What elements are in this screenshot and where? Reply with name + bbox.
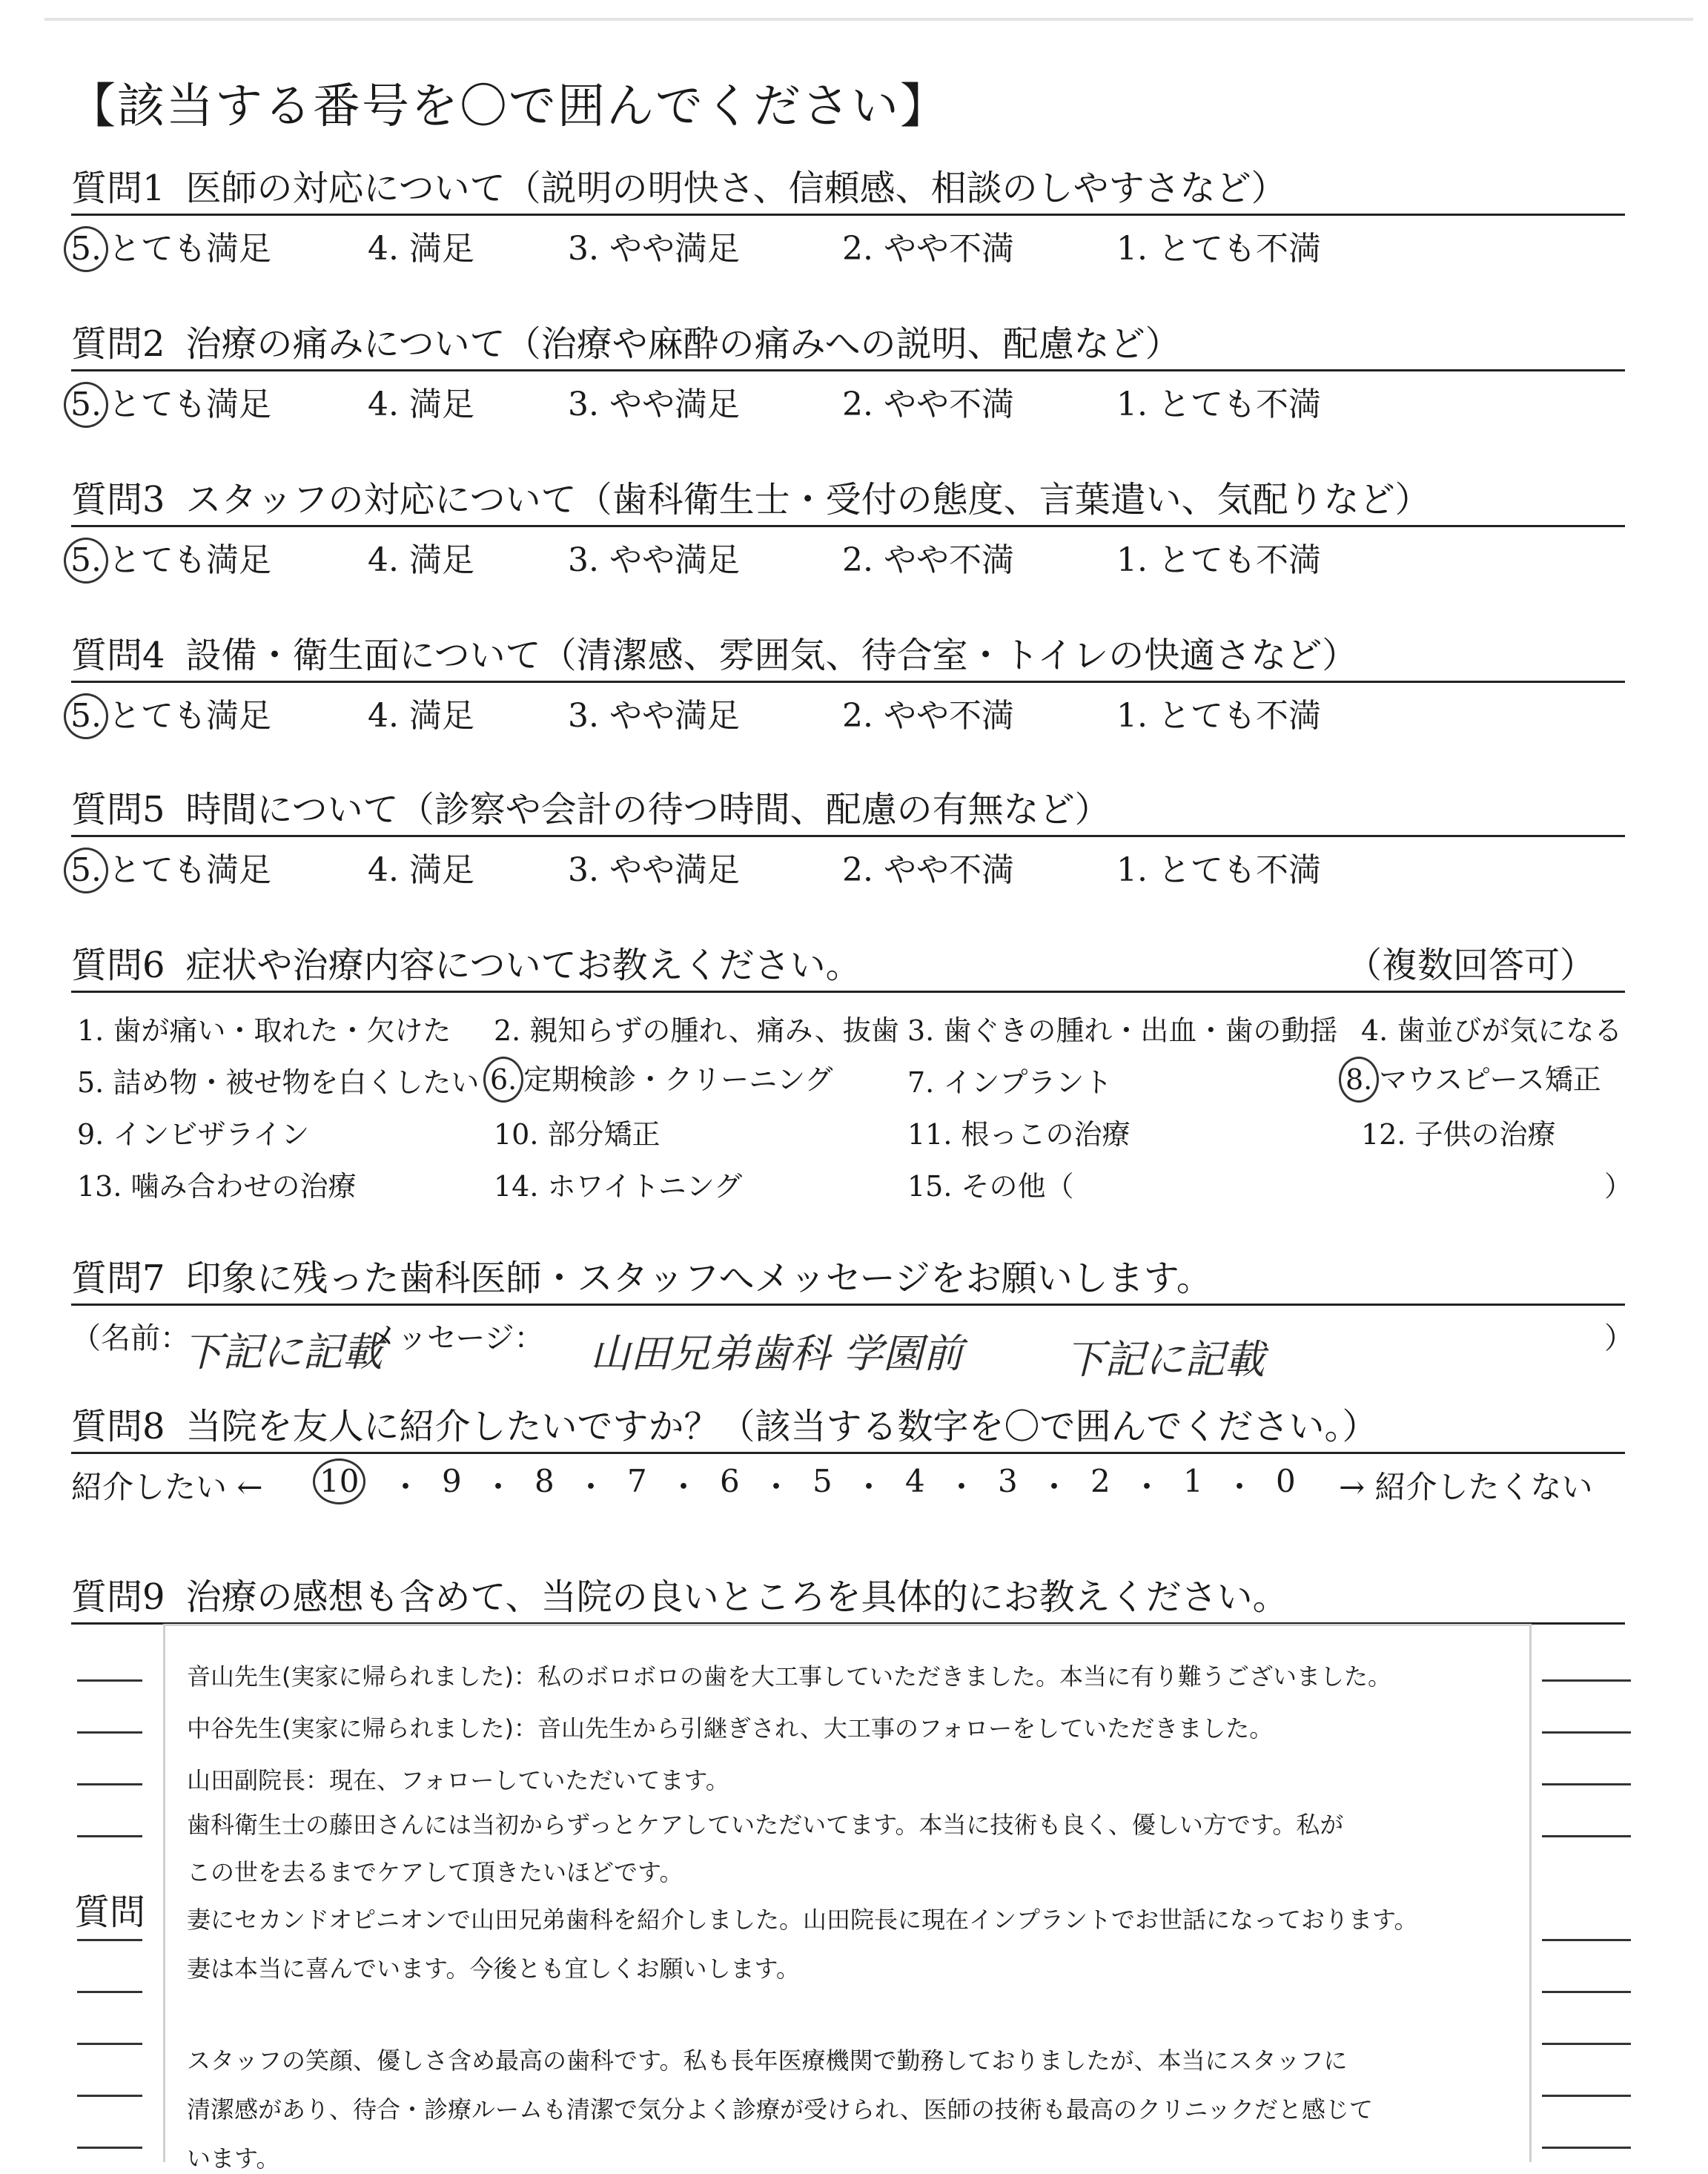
- form-dash: [77, 2043, 142, 2045]
- answer-line-6: 妻にセカンドオピニオンで山田兄弟歯科を紹介しました。山田院長に現在インプラントでお世話になっております。: [187, 1906, 1418, 1934]
- option-5[interactable]: 5. とても満足: [71, 689, 271, 739]
- question-text: 医師の対応について（説明の明快さ、信頼感、相談のしやすさなど）: [185, 168, 1287, 209]
- scale-3[interactable]: 3: [998, 1463, 1018, 1499]
- scale-5[interactable]: 5: [812, 1463, 833, 1499]
- option-5[interactable]: 5. とても満足: [71, 533, 271, 584]
- answer-line-7: 妻は本当に喜んでいます。今後とも宜しくお願いします。: [187, 1955, 800, 1983]
- options-row: [71, 683, 1625, 735]
- scale-10[interactable]: [320, 1458, 365, 1504]
- question-text: スタッフの対応について（歯科衛生士・受付の態度、言葉遣い、気配りなど）: [185, 479, 1431, 521]
- option-4[interactable]: 4. 満足: [368, 541, 474, 579]
- question-6: [71, 940, 1633, 1208]
- form-dash: [77, 2147, 142, 2149]
- scale-dot: ・: [1131, 1469, 1163, 1505]
- form-dash: [1542, 2147, 1631, 2149]
- question-text: 時間について（診察や会計の待つ時間、配慮の有無など）: [185, 789, 1110, 830]
- selection-circle: 5.: [64, 226, 108, 272]
- symptom-8[interactable]: [1346, 1057, 1601, 1103]
- scale-6[interactable]: 6: [720, 1463, 740, 1499]
- message-line: [71, 1306, 1634, 1383]
- form-dash: [1542, 1991, 1631, 1993]
- option-4[interactable]: 4. 満足: [368, 697, 474, 735]
- form-dash: [1542, 1679, 1631, 1682]
- form-dash: [77, 2095, 142, 2097]
- symptom-7[interactable]: 7. インプラント: [907, 1066, 1113, 1099]
- question-number: 質問6: [71, 945, 165, 986]
- question-number: 質問5: [71, 789, 165, 830]
- option-2[interactable]: 2. やや不満: [842, 697, 1014, 735]
- message-close: ）: [1604, 1321, 1634, 1355]
- symptom-15[interactable]: 15. その他（: [907, 1170, 1074, 1203]
- question-text: 印象に残った歯科医師・スタッフへメッセージをお願いします。: [185, 1258, 1212, 1299]
- question-5: [71, 784, 1625, 889]
- question-text: 設備・衛生面について（清潔感、雰囲気、待合室・トイレの快適さなど）: [185, 635, 1358, 676]
- scale-2[interactable]: 2: [1090, 1463, 1110, 1499]
- option-1[interactable]: 1. とても不満: [1116, 541, 1321, 579]
- symptom-1[interactable]: 1. 歯が痛い・取れた・欠けた: [77, 1014, 451, 1047]
- scale-dot: ・: [390, 1469, 422, 1505]
- question-number: 質問2: [71, 323, 165, 365]
- question-3: [71, 475, 1625, 579]
- symptom-10[interactable]: 10. 部分矯正: [494, 1118, 661, 1151]
- option-3[interactable]: 3. やや満足: [568, 697, 740, 735]
- question-number: 質問9: [71, 1576, 165, 1618]
- question-7: [71, 1253, 1634, 1383]
- question-number: 質問8: [71, 1406, 165, 1447]
- answer-line-4: 歯科衛生士の藤田さんには当初からずっとケアしていただいてます。本当に技術も良く、優しい方です。私が: [187, 1811, 1344, 1839]
- question-text: 治療の感想も含めて、当院の良いところを具体的にお教えください。: [185, 1576, 1288, 1618]
- scale-8[interactable]: 8: [534, 1463, 555, 1499]
- question-9: [71, 1572, 1625, 1625]
- option-4[interactable]: 4. 満足: [368, 851, 474, 889]
- question-text: 当院を友人に紹介したいですか？（該当する数字を〇で囲んでください。）: [185, 1406, 1378, 1447]
- option-3[interactable]: 3. やや満足: [568, 386, 740, 423]
- question-title: [71, 940, 1625, 993]
- message-value[interactable]: 山田兄弟歯科 学園前: [590, 1330, 964, 1377]
- form-dash: [77, 1783, 142, 1785]
- question-text: 症状や治療内容についてお教えください。: [185, 945, 861, 986]
- option-1[interactable]: 1. とても不満: [1116, 851, 1321, 889]
- selection-circle: 6.: [483, 1057, 523, 1103]
- option-2[interactable]: 2. やや不満: [842, 541, 1014, 579]
- scale-dot: ・: [946, 1469, 978, 1505]
- form-dash: [1542, 1731, 1631, 1734]
- symptom-6[interactable]: [491, 1057, 833, 1103]
- question-title: [71, 784, 1625, 837]
- message-label: メッセージ：: [368, 1321, 544, 1355]
- question-number: 質問4: [71, 635, 165, 676]
- answer-line-8: スタッフの笑顔、優しさ含め最高の歯科です。私も長年医療機関で勤務しておりましたが、本当にスタッフに: [187, 2046, 1348, 2075]
- recommend-scale: [71, 1454, 1625, 1513]
- option-5[interactable]: 5. とても満足: [71, 377, 271, 428]
- form-dash: [1542, 2095, 1631, 2097]
- question-title: [71, 630, 1625, 683]
- scale-9[interactable]: 9: [442, 1463, 462, 1499]
- question-number: 質問1: [71, 168, 165, 209]
- form-dash: [77, 1939, 142, 1941]
- options-row: [71, 216, 1625, 268]
- option-3[interactable]: 3. やや満足: [568, 851, 740, 889]
- scale-1[interactable]: 1: [1183, 1463, 1203, 1499]
- typed-answer-box: [163, 1624, 1532, 2162]
- answer-line-1: 音山先生(実家に帰られました)：私のボロボロの歯を大工事していただきました。本当に有り難うございました。: [187, 1662, 1391, 1691]
- option-3[interactable]: 3. やや満足: [568, 541, 740, 579]
- option-1[interactable]: 1. とても不満: [1116, 386, 1321, 423]
- answer-line-5: この世を去るまでケアして頂きたいほどです。: [187, 1858, 683, 1886]
- answer-line-9: 清潔感があり、待合・診療ルームも清潔で気分よく診療が受けられ、医師の技術も最高のクリニックだと感じて: [187, 2095, 1374, 2124]
- scale-7[interactable]: 7: [627, 1463, 647, 1499]
- option-2[interactable]: 2. やや不満: [842, 230, 1014, 268]
- answer-line-10: います。: [187, 2144, 280, 2173]
- form-dash: [1542, 2043, 1631, 2045]
- symptom-11[interactable]: 11. 根っこの治療: [907, 1118, 1131, 1151]
- question-title: [71, 1401, 1625, 1454]
- form-dash: [77, 1731, 142, 1734]
- question-number: 質問7: [71, 1258, 165, 1299]
- form-dash: [1542, 1835, 1631, 1837]
- selection-circle: 8.: [1339, 1057, 1379, 1103]
- question-1: [71, 163, 1625, 268]
- selection-circle: 5.: [64, 538, 108, 584]
- option-2[interactable]: 2. やや不満: [842, 851, 1014, 889]
- page-heading: 【該当する番号を〇で囲んでください】: [68, 79, 949, 134]
- scale-dot: ・: [1224, 1469, 1256, 1505]
- question-title: [71, 319, 1625, 371]
- question-title: [71, 163, 1625, 216]
- scale-left-label: 紹介したい ←: [71, 1469, 263, 1505]
- scale-dot: ・: [483, 1469, 514, 1505]
- scale-dot: ・: [853, 1469, 885, 1505]
- scale-right-label: → 紹介したくない: [1339, 1469, 1593, 1505]
- options-row: [71, 527, 1625, 579]
- symptom-3[interactable]: 3. 歯ぐきの腫れ・出血・歯の動揺: [907, 1014, 1338, 1047]
- option-4[interactable]: 4. 満足: [368, 386, 474, 423]
- option-1[interactable]: 1. とても不満: [1116, 697, 1321, 735]
- question-number: 質問3: [71, 479, 165, 521]
- option-4[interactable]: 4. 満足: [368, 230, 474, 268]
- form-dash: [77, 1679, 142, 1682]
- question-title: [71, 1572, 1625, 1625]
- selection-circle: 10: [313, 1458, 365, 1504]
- symptom-12[interactable]: 12. 子供の治療: [1361, 1118, 1556, 1151]
- question-text: 治療の痛みについて（治療や麻酔の痛みへの説明、配慮など）: [185, 323, 1181, 365]
- scale-dot: ・: [761, 1469, 792, 1505]
- scale-dot: ・: [1039, 1469, 1070, 1505]
- selection-circle: 5.: [64, 693, 108, 739]
- top-rule: [44, 18, 1693, 21]
- message-value-2[interactable]: 下記に記載: [1065, 1336, 1265, 1383]
- question-title: [71, 1253, 1625, 1306]
- form-dash: [1542, 1783, 1631, 1785]
- symptom-6-label: 定期検診・クリーニング: [523, 1063, 833, 1096]
- options-row: [71, 371, 1625, 423]
- form-dash: [77, 1991, 142, 1993]
- option-1[interactable]: 1. とても不満: [1116, 230, 1321, 268]
- scale-dot: ・: [575, 1469, 607, 1505]
- symptom-2[interactable]: 2. 親知らずの腫れ、痛み、抜歯: [494, 1014, 899, 1047]
- symptom-13[interactable]: 13. 噛み合わせの治療: [77, 1170, 357, 1203]
- selection-circle: 5.: [64, 382, 108, 428]
- answer-line-3: 山田副院長：現在、フォローしていただいてます。: [187, 1766, 729, 1794]
- multiple-answer-note: （複数回答可）: [1345, 945, 1595, 986]
- symptom-grid: [71, 993, 1633, 1208]
- answer-line-2: 中谷先生(実家に帰られました)：音山先生から引継ぎされ、大工事のフォローをしていただきました。: [187, 1714, 1274, 1742]
- options-row: [71, 837, 1625, 889]
- symptom-15-close: ）: [1604, 1170, 1633, 1203]
- symptom-8-label: マウスピース矯正: [1379, 1063, 1601, 1096]
- option-5[interactable]: 5. とても満足: [71, 222, 271, 272]
- name-value[interactable]: 下記に記載: [182, 1329, 383, 1375]
- form-dash: [1542, 1939, 1631, 1941]
- option-2[interactable]: 2. やや不満: [842, 386, 1014, 423]
- question-2: [71, 319, 1625, 423]
- name-label: （名前：: [71, 1321, 190, 1355]
- option-3[interactable]: 3. やや満足: [568, 230, 740, 268]
- form-dash: [77, 1835, 142, 1837]
- symptom-4[interactable]: 4. 歯並びが気になる: [1361, 1014, 1623, 1047]
- scale-0[interactable]: 0: [1276, 1463, 1296, 1499]
- question-4: [71, 630, 1625, 735]
- symptom-14[interactable]: 14. ホワイトニング: [494, 1170, 743, 1203]
- option-5[interactable]: 5. とても満足: [71, 843, 271, 893]
- selection-circle: 5.: [64, 848, 108, 893]
- hidden-question-label: 質問: [74, 1891, 146, 1933]
- scale-dot: ・: [668, 1469, 700, 1505]
- symptom-5[interactable]: 5. 詰め物・被せ物を白くしたい: [77, 1066, 480, 1099]
- symptom-9[interactable]: 9. インビザライン: [77, 1118, 310, 1151]
- scale-4[interactable]: 4: [905, 1463, 925, 1499]
- question-title: [71, 475, 1625, 527]
- question-8: [71, 1401, 1625, 1513]
